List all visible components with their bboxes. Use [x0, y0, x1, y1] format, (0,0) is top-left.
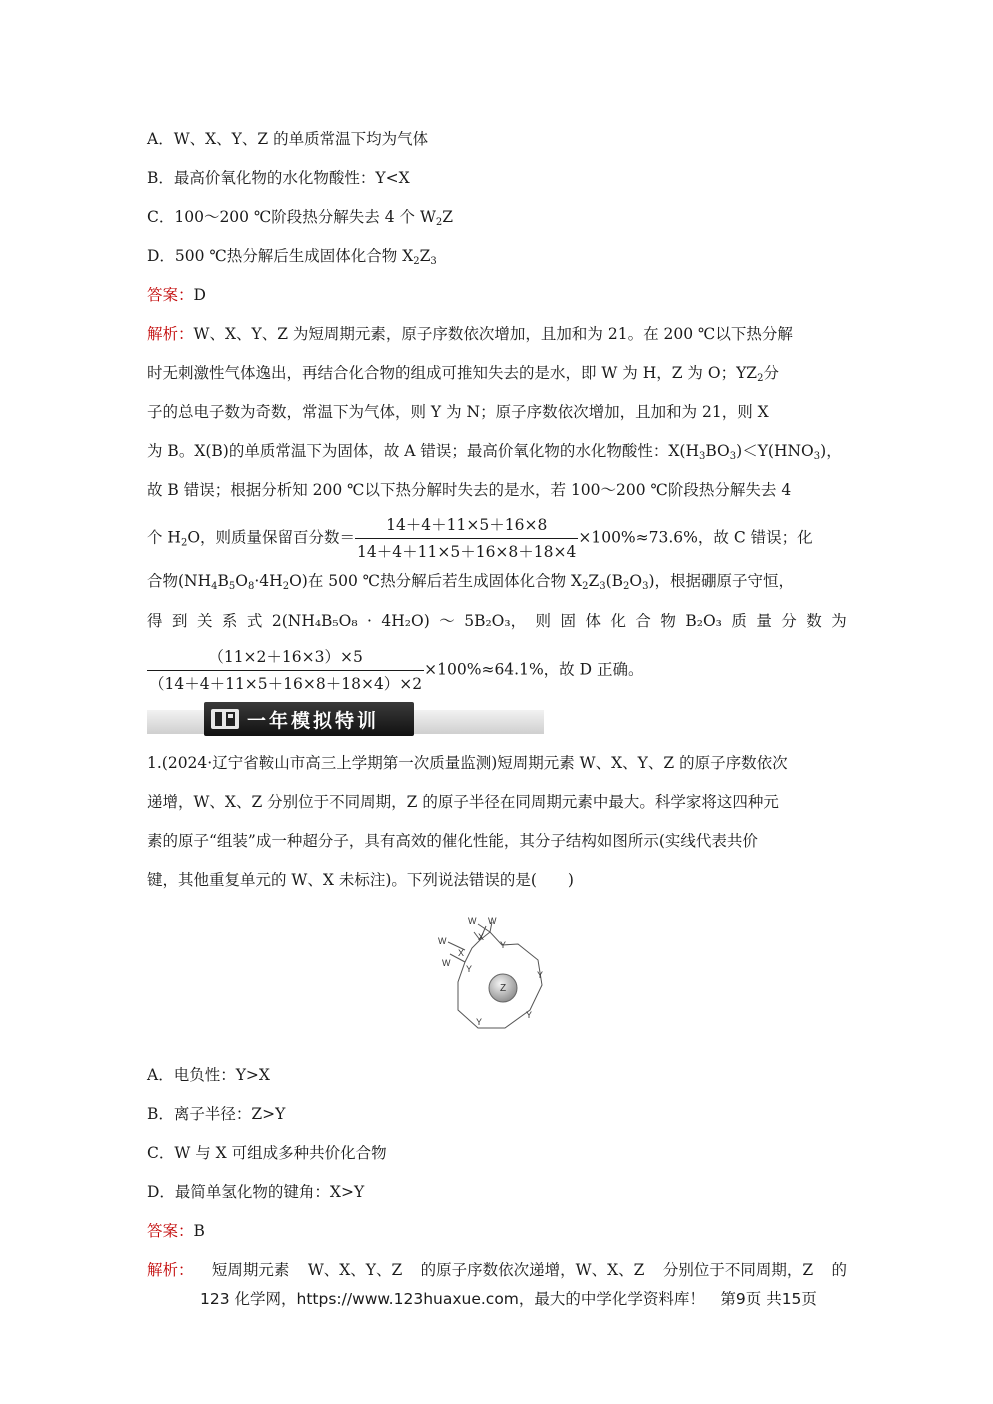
section-title: 一年模拟特训	[247, 710, 380, 732]
y-label: Y	[526, 1010, 533, 1020]
prev-analysis-line-1: 解析：W、X、Y、Z 为短周期元素，原子序数依次增加，且加和为 21。在 200 ℃以下热分解	[147, 325, 793, 343]
option-d: D．最简单氢化物的键角：X>Y	[147, 1183, 365, 1201]
prev-answer	[147, 284, 206, 306]
prev-analysis-line-5: 故 B 错误；根据分析知 200 ℃以下热分解时失去的是水，若 100～200 ℃阶段热分解失去 4	[147, 481, 792, 499]
justified-word: B₂O₃	[685, 612, 722, 630]
z-label: Z	[500, 983, 507, 994]
y-label: Y	[476, 1017, 483, 1027]
answer-value: D	[193, 286, 206, 304]
justified-word: 到	[171, 612, 188, 630]
prev-analysis-line-2: 时无刺激性气体逸出，再结合化合物的组成可推知失去的是水，即 W 为 H，Z 为 O；$YZ_2$分	[147, 364, 779, 384]
justified-word: 的原子序数依次递增，W、X、Z	[420, 1261, 645, 1279]
fraction-mass-percent: $\frac{14+4+11\times 5+16\times 8}{14+4+11\times 5+16\times 8+18\times 4}$	[357, 516, 577, 561]
prev-analysis-line-6: 个 $H_2O$，则质量保留百分数＝ $\frac{14+4+11\times 5+16\times 8}{14+4+11\times 5+16\times 8+18\times 4}$ ×100%≈73.6%，故 C 错误；化	[147, 516, 813, 561]
w-label: W	[438, 936, 447, 946]
answer-value: B	[193, 1222, 205, 1240]
prev-analysis-line-9: $\frac{(11\times 2+16\times 3)\times 5}{(14+4+11\times 5+16\times 8+18\times 4)\times 2}$ ×100%≈64.1%，故 D 正确。	[149, 648, 644, 693]
justified-word: 短周期元素	[211, 1261, 290, 1279]
justified-word: 得	[147, 612, 163, 630]
justified-word: 质	[731, 612, 747, 630]
analysis-label: 解析：	[147, 1261, 194, 1279]
justified-word: 化	[610, 612, 626, 630]
prev-analysis-line-4: 为 B。X(B)的单质常温下为固体，故 A 错误；最高价氧化物的水化物酸性：$X(H_3BO_3)<Y(HNO_3)$，	[147, 442, 842, 462]
justified-word: ·	[367, 612, 372, 630]
x-label: X	[458, 948, 465, 958]
justified-word: 物	[660, 612, 676, 630]
fraction-b2o3-percent: $\frac{(11\times 2+16\times 3)\times 5}{(14+4+11\times 5+16\times 8+18\times 4)\times 2}$	[149, 648, 423, 693]
prev-option-a: A．W、X、Y、Z 的单质常温下均为气体	[147, 130, 429, 148]
justified-word: 2(NH₄B₅O₈	[271, 612, 358, 630]
justified-word: 则	[535, 612, 552, 630]
justified-word: 量	[756, 612, 772, 630]
prev-analysis-line-3: 子的总电子数为奇数，常温下为气体，则 Y 为 N；原子序数依次增加，且加和为 21，则 X	[147, 403, 769, 421]
analysis-label: 解析：	[147, 325, 194, 343]
section-banner	[147, 700, 544, 738]
prev-analysis-line-8	[147, 610, 847, 632]
option-c: C．W 与 X 可组成多种共价化合物	[147, 1144, 387, 1162]
justified-word: 4H₂O)	[381, 612, 430, 630]
question-line-2: 递增，W、X、Z 分别位于不同周期，Z 的原子半径在同周期元素中最大。科学家将这四种元	[147, 793, 779, 811]
option-b: B．离子半径：Z>Y	[147, 1105, 286, 1123]
answer-label: 答案：	[147, 1222, 194, 1240]
x-label: X	[478, 932, 485, 942]
justified-word: 系	[221, 612, 238, 630]
w-label: W	[442, 958, 451, 968]
y-label: Y	[537, 970, 544, 980]
book-icon	[210, 707, 240, 731]
justified-word: 5B₂O₃，	[464, 612, 527, 630]
justified-word: 分	[781, 612, 797, 630]
justified-word: 式	[246, 612, 263, 630]
question-line-1: 1.(2024·辽宁省鞍山市高三上学期第一次质量监测)短周期元素 W、X、Y、Z 的原子序数依次	[147, 754, 788, 772]
prev-option-b: B．最高价氧化物的水化物酸性：Y<X	[147, 169, 410, 187]
justified-word: 为	[831, 612, 847, 630]
prev-analysis-line-7: 合物$(NH_4B_5O_8\cdot 4H_2O)$在 500 ℃热分解后若生成固体化合物 $X_2Z_3(B_2O_3)$，根据硼原子守恒，	[147, 572, 795, 592]
prev-option-d: D．500 ℃热分解后生成固体化合物 $X_2Z_3$	[147, 247, 437, 267]
page-footer: 123 化学网，https://www.123huaxue.com，最大的中学化学资料库！ 第9页 共15页	[200, 1290, 817, 1308]
justified-word: 关	[196, 612, 213, 630]
justified-word: W、X、Y、Z	[307, 1261, 403, 1279]
question-answer	[147, 1220, 205, 1242]
justified-word: 固	[560, 612, 577, 630]
y-label: Y	[466, 964, 473, 974]
question-line-4: 键，其他重复单元的 W、X 未标注)。下列说法错误的是( )	[147, 871, 574, 889]
justified-word: 数	[806, 612, 822, 630]
question-analysis-line-1	[147, 1259, 847, 1281]
prev-option-c: C．100～200 ℃阶段热分解失去 4 个 $W_2Z$	[147, 208, 454, 228]
justified-word: ～	[439, 612, 455, 630]
justified-word: 合	[635, 612, 651, 630]
y-label: Y	[500, 940, 507, 950]
justified-word: 分别位于不同周期，Z	[662, 1261, 814, 1279]
question-line-3: 素的原子“组装”成一种超分子，具有高效的催化性能，其分子结构如图所示(实线代表共价	[147, 832, 758, 850]
w-label: W	[468, 916, 477, 926]
w-label: W	[488, 916, 497, 926]
justified-word: 的	[831, 1261, 847, 1279]
supramolecule-diagram	[430, 910, 570, 1045]
answer-label: 答案：	[147, 286, 194, 304]
option-a: A．电负性：Y>X	[147, 1066, 270, 1084]
justified-word: 体	[585, 612, 601, 630]
